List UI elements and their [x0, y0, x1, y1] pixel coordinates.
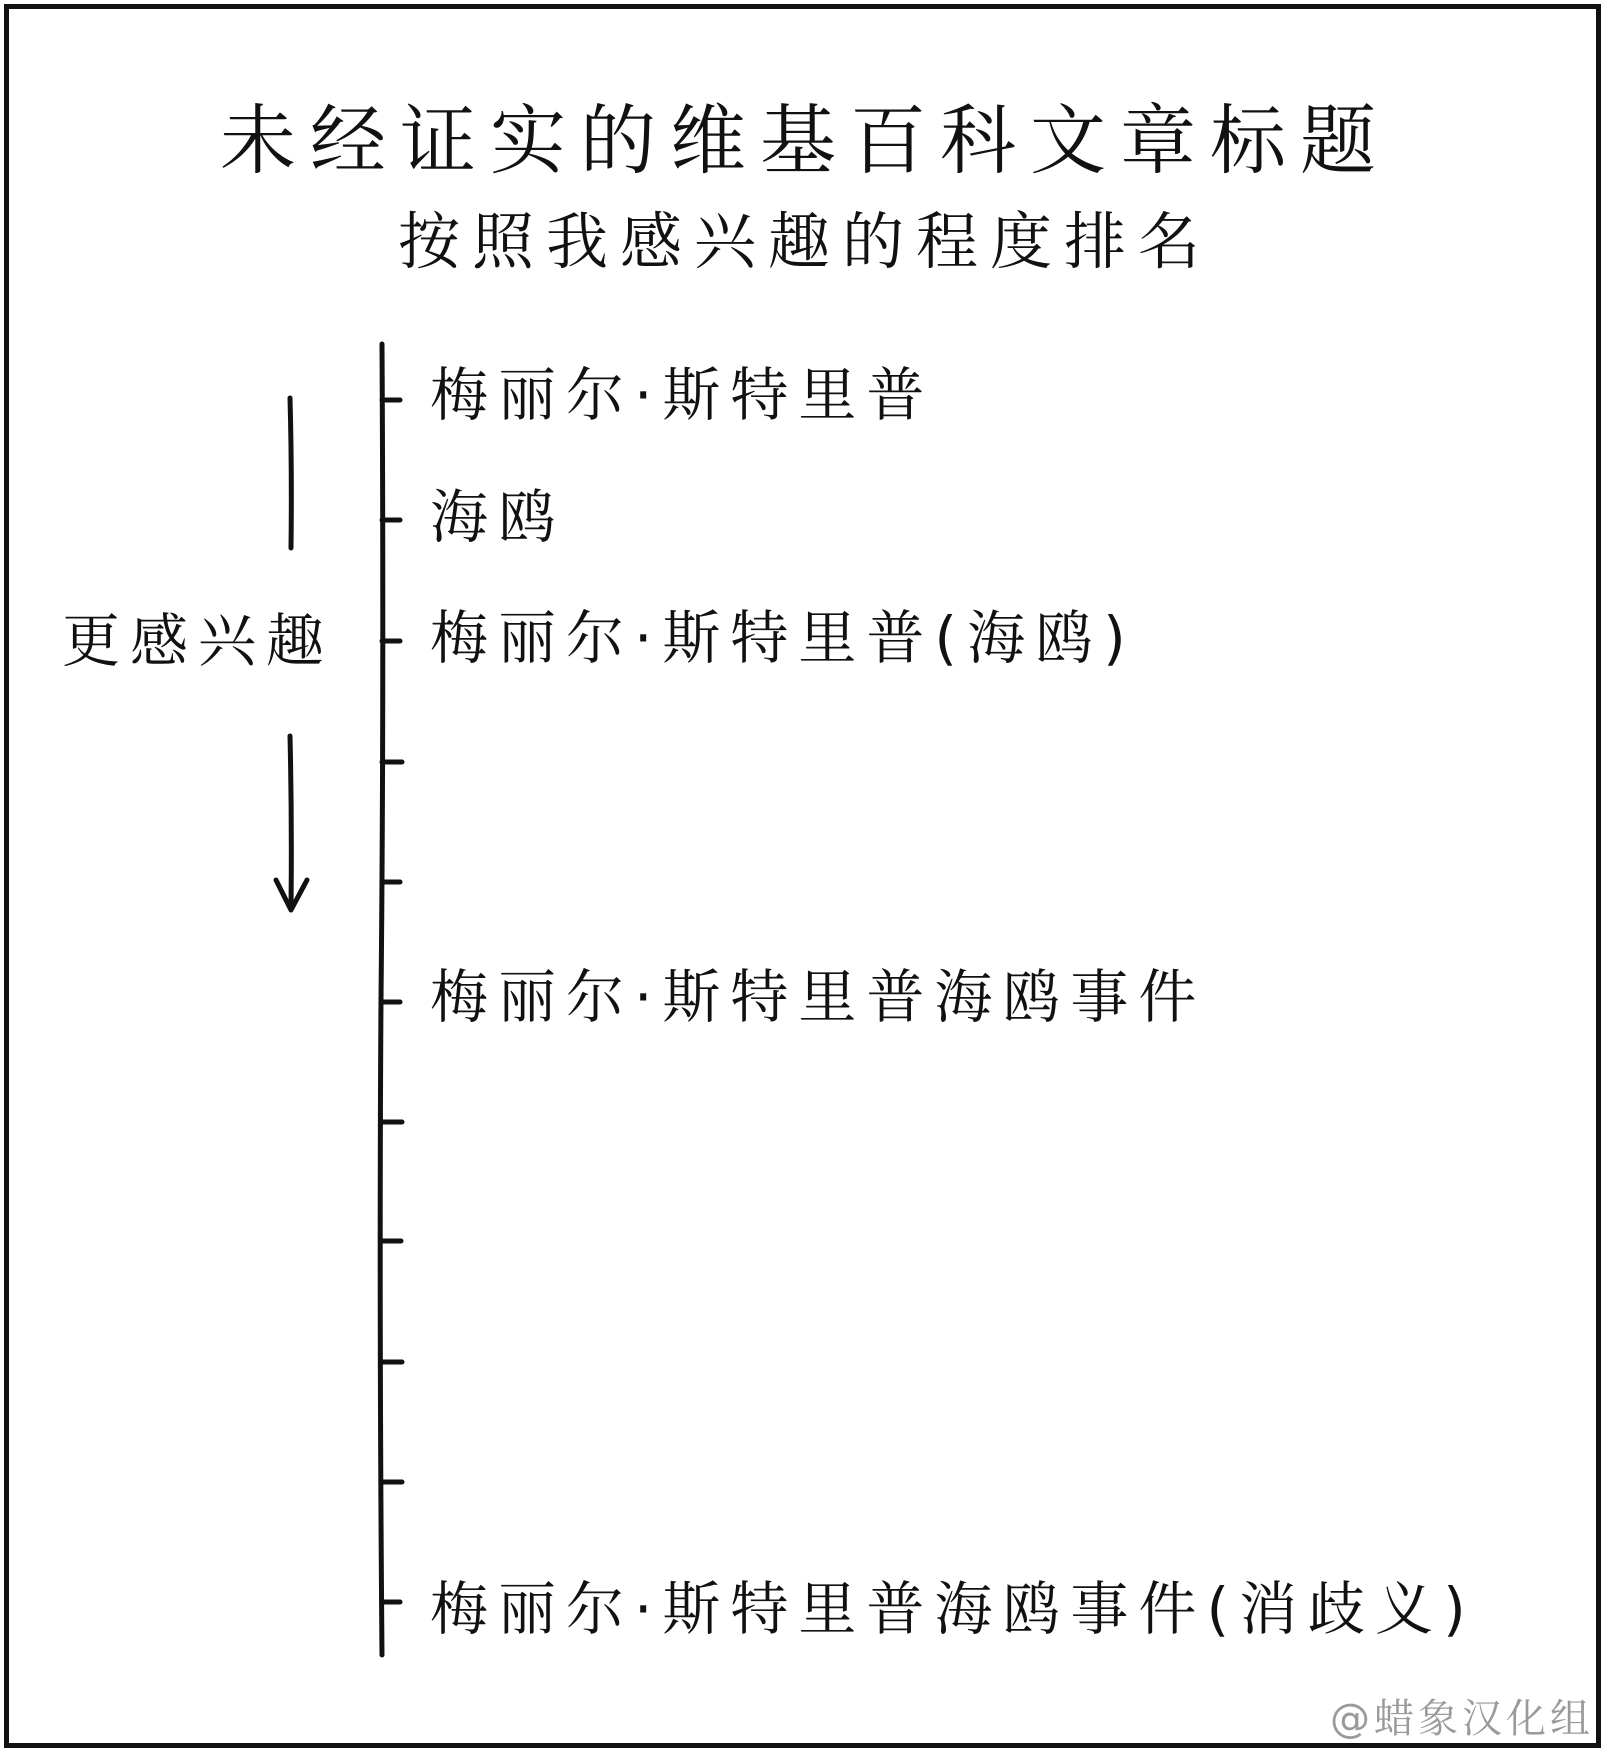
item-label-5: 梅丽尔·斯特里普海鸥事件(消歧义) — [430, 1575, 1476, 1643]
item-label-1: 梅丽尔·斯特里普 — [430, 361, 935, 429]
item-label-4: 梅丽尔·斯特里普海鸥事件 — [430, 963, 1207, 1031]
item-label-3: 梅丽尔·斯特里普(海鸥) — [430, 604, 1136, 672]
axis-label: 更感兴趣 — [62, 607, 335, 675]
item-label-2: 海鸥 — [430, 483, 567, 551]
translator-credit: @蜡象汉化组 — [1330, 1696, 1594, 1742]
arrow-shaft-bottom — [290, 736, 291, 906]
page-subtitle: 按照我感兴趣的程度排名 — [397, 205, 1212, 278]
page-title: 未经证实的维基百科文章标题 — [220, 96, 1390, 185]
arrow-shaft-top — [290, 398, 291, 548]
